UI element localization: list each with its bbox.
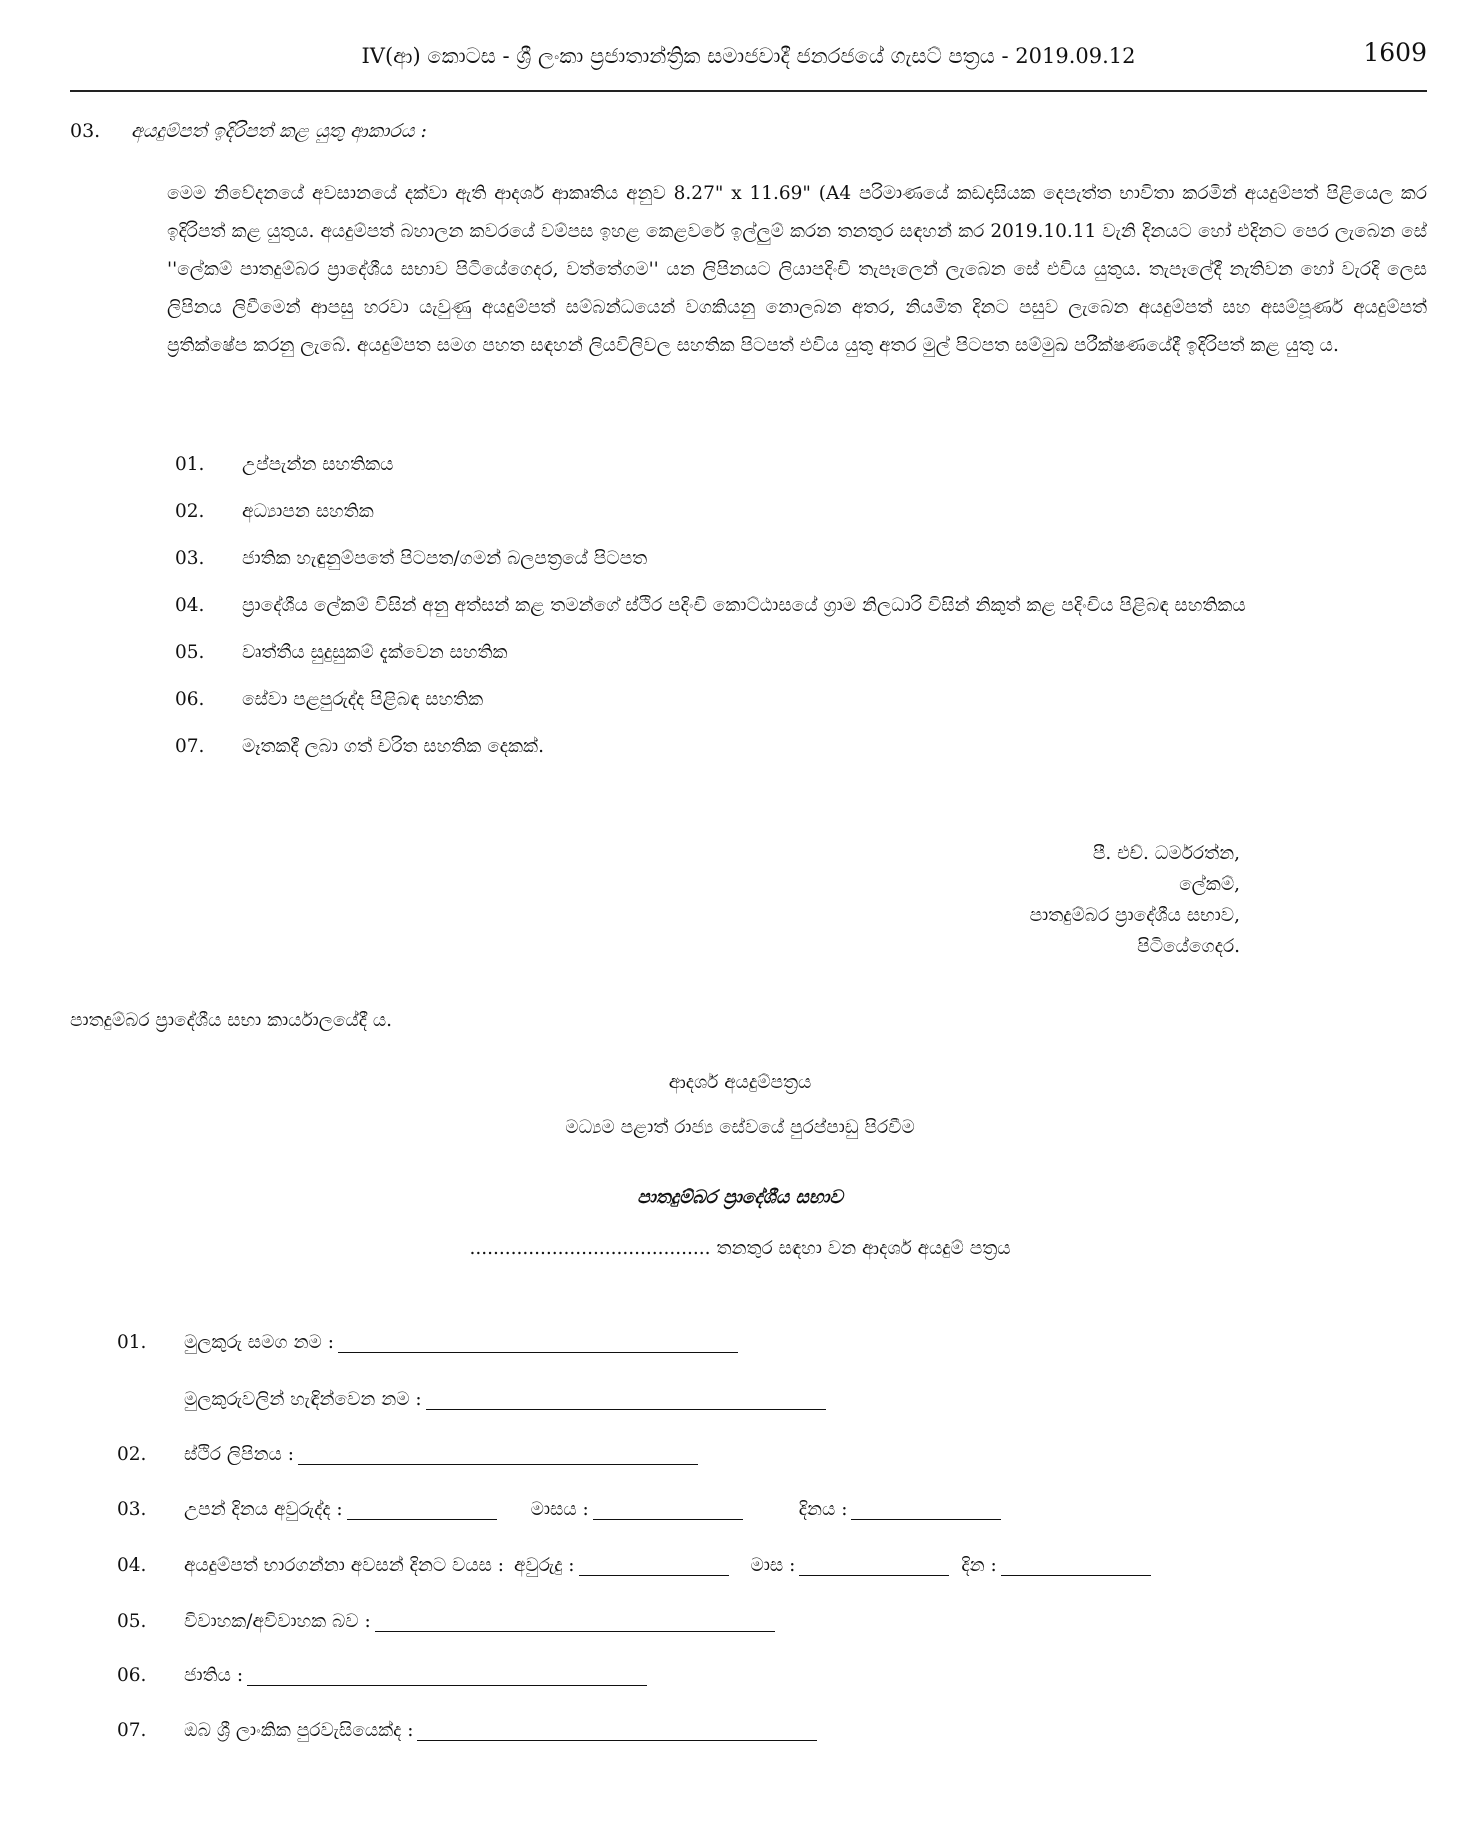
- field-marital-status: 05. විවාහක/අවිවාහක බව :: [117, 1611, 775, 1632]
- page-number: 1609: [1363, 38, 1427, 67]
- list-item: 06. සේවා පළපුරුද්ද පිළිබඳ සහතික: [175, 689, 484, 710]
- gazette-title: IV(ආ) කොටස - ශ්‍රී ලංකා ප්‍රජාතාන්ත්‍රික සමාජවාදී ජනරජයේ ගැසට් පත්‍රය - 2019.09.12: [361, 44, 1136, 68]
- signature-block: [1030, 838, 1240, 962]
- form-subtitle: මධ්‍යම පළාත් රාජ්‍ය සේවයේ පුරප්පාඩු පිරවීම: [565, 1117, 915, 1138]
- section-title: අයදුම්පත් ඉදිරිපත් කළ යුතු ආකාරය :: [131, 120, 427, 142]
- list-item: 01. උප්පැන්න සහතිකය: [175, 454, 394, 475]
- list-item: 02. අධ්‍යාපන සහතික: [175, 501, 374, 522]
- form-post-line: [0, 1238, 1480, 1259]
- form-title: ආදර්ශ අයදුම්පත්‍රය: [668, 1072, 812, 1093]
- field-age-at-closing-date: 04. අයදුම්පත් භාරගන්නා අවසන් දිනට වයස : අවුරුදු : මාස : දින :: [117, 1555, 1151, 1576]
- field-name-with-initials: 01. මුලකුරු සමග නම :: [117, 1332, 738, 1353]
- permanent-address-line[interactable]: [298, 1450, 698, 1465]
- header-rule: [70, 90, 1427, 92]
- list-item: 05. වෘත්තීය සුදුසුකම් දැක්වෙන සහතික: [175, 642, 508, 663]
- name-with-initials-line[interactable]: [338, 1338, 738, 1353]
- section-number: 03.: [70, 120, 101, 142]
- gazette-header: [70, 36, 1427, 92]
- birth-month-line[interactable]: [593, 1505, 743, 1520]
- signatory-place: පිටියේගෙදර.: [1137, 936, 1240, 957]
- age-days-line[interactable]: [1001, 1561, 1151, 1576]
- nationality-line[interactable]: [247, 1671, 647, 1686]
- post-label: තනතුර සඳහා වන ආදර්ශ අයදුම් පත්‍රය: [716, 1238, 1011, 1259]
- name-denoted-line[interactable]: [426, 1395, 826, 1410]
- list-item: 04. ප්‍රාදේශීය ලේකම් විසින් අනු අත්සන් කළ තමන්ගේ ස්ථිර පදිංචි කොට්ඨාසයේ ග්‍රාම නිලධාරි විසින් නිකුත් කළ පදිංචිය පිළිබඳ සහතිකය: [175, 595, 1246, 616]
- signatory-org: පාතදුම්බර ප්‍රාදේශීය සභාව,: [1029, 905, 1240, 926]
- birth-year-line[interactable]: [347, 1505, 497, 1520]
- field-name-denoted-by-initials: මුලකුරුවලින් හැඳින්වෙන නම :: [184, 1389, 826, 1410]
- list-item: 03. ජාතික හැඳුනුම්පතේ පිටපත/ගමන් බලපත්‍රයේ පිටපත: [175, 548, 648, 569]
- field-date-of-birth: 03. උපන් දිනය අවුරුද්ද : මාසය : දිනය :: [117, 1499, 1001, 1520]
- instructions-paragraph: මෙම නිවේදනයේ අවසානයේ දක්වා ඇති ආදර්ශ ආකෘතිය අනුව 8.27" x 11.69" (A4 පරිමාණයේ කඩදාසියක දෙපැත්ත භාවිතා කරමින් අයදුම්පත් පිළියෙල කර ඉදිරිපත් කළ යුතුය. අයදුම්පත් බහාලන කවරයේ වම්පස ඉහළ කෙළවරේ ඉල්ලුම් කරන තනතුර සඳහන් කර 2019.10.11 වැනි දිනයට හෝ එදිනට පෙර ලැබෙන සේ ''ලේකම් පාතදුම්බර ප්‍රාදේශීය සභාව පිටියේගෙදර, වත්තේගම'' යන ලිපිනයට ලියාපදිංචි තැපෑලෙන් ලැබෙන සේ එවිය යුතුය. තැපෑලේදී නැතිවන හෝ වැරදි ලෙස ලිපිනය ලිවීමෙන් ආපසු හරවා යැවුණු අයදුම්පත් සම්බන්ධයෙන් වගකියනු නොලබන අතර, නියමිත දිනට පසුව ලැබෙන අයදුම්පත් සහ අසම්පූර්ණ අයදුම්පත් ප්‍රතික්ෂේප කරනු ලැබේ. අයදුම්පත සමග පහත සඳහන් ලියවිලිවල සහතික පිටපත් එවිය යුතු අතර මුල් පිටපත සම්මුඛ පරීක්ෂණයේදී ඉදිරිපත් කළ යුතු ය.: [167, 183, 1427, 356]
- age-years-line[interactable]: [579, 1561, 729, 1576]
- field-sri-lankan-citizen: 07. ඔබ ශ්‍රී ලාංකික පුරවැසියෙක්ද :: [117, 1720, 817, 1741]
- section-heading: [70, 120, 427, 142]
- list-item: 07. මෑතකදී ලබා ගත් චරිත සහතික දෙකක්.: [175, 736, 544, 757]
- citizenship-line[interactable]: [417, 1726, 817, 1741]
- marital-status-line[interactable]: [375, 1617, 775, 1632]
- required-documents-list: [175, 448, 1427, 777]
- post-dots: .........................................: [469, 1238, 711, 1259]
- age-months-line[interactable]: [799, 1561, 949, 1576]
- field-nationality: 06. ජාතිය :: [117, 1665, 647, 1686]
- field-permanent-address: 02. ස්ථිර ලිපිනය :: [117, 1444, 698, 1465]
- birth-day-line[interactable]: [851, 1505, 1001, 1520]
- signatory-title: ලේකම්,: [1179, 874, 1240, 895]
- signatory-name: පී. එච්. ධර්මරත්න,: [1092, 843, 1240, 864]
- form-council: පාතදුම්බර ප්‍රාදේශීය සභාව: [637, 1187, 843, 1208]
- office-line: පාතදුම්බර ප්‍රාදේශීය සභා කාර්යාලයේදී ය.: [70, 1010, 393, 1031]
